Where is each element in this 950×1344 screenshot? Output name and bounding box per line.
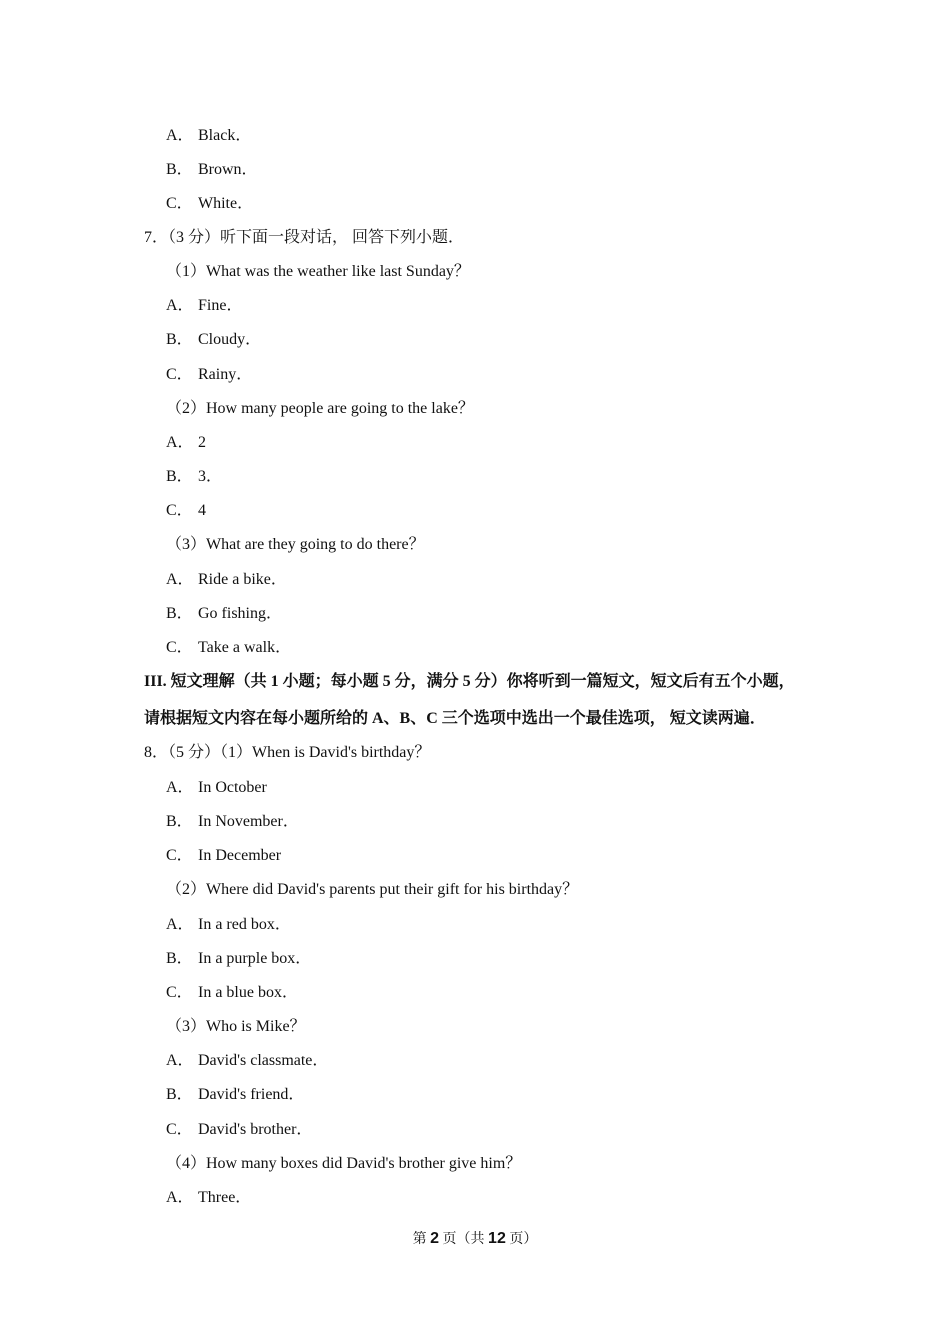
question-8-stem: 8．（5 分）（1）When is David's birthday？ (144, 744, 431, 761)
section-3-instructions: 请根据短文内容在每小题所给的 A、B、C 三个选项中选出一个最佳选项， 短文读两遍． (144, 710, 766, 727)
option-row (166, 638, 291, 658)
option-row (166, 296, 242, 316)
q7-sub2-prompt: （2）How many people are going to the lake？ (166, 400, 474, 417)
option-row (166, 983, 298, 1003)
option-letter: C． (166, 366, 193, 383)
option-letter: B． (166, 1086, 193, 1103)
option-row (166, 915, 291, 935)
option-row (166, 330, 261, 350)
option-letter: C． (166, 984, 193, 1001)
option-row (166, 365, 252, 385)
option-letter: A． (166, 916, 194, 933)
option-row (166, 949, 311, 969)
option-letter: C． (166, 847, 193, 864)
footer-suffix: 页） (505, 1232, 538, 1247)
option-row (166, 846, 281, 866)
option-letter: C． (166, 502, 193, 519)
q8-sub3-prompt: （3）Who is Mike？ (166, 1018, 306, 1035)
q8-sub2-prompt: （2）Where did David's parents put their gift for his birthday？ (166, 881, 579, 898)
option-row (166, 1188, 251, 1208)
footer-prefix: 第 (412, 1232, 431, 1247)
option-text: 2 (198, 434, 206, 451)
option-text: In October (198, 779, 267, 796)
option-letter: A． (166, 571, 194, 588)
option-row (166, 501, 206, 521)
option-text: Black． (198, 127, 252, 144)
option-row (166, 1051, 328, 1071)
option-letter: B． (166, 161, 193, 178)
option-row (166, 604, 282, 624)
question-7-stem: 7．（3 分）听下面一段对话， 回答下列小题． (144, 229, 465, 246)
q7-sub3-prompt: （3）What are they going to do there？ (166, 536, 425, 553)
option-letter: B． (166, 605, 193, 622)
option-text: David's brother． (198, 1121, 313, 1138)
option-letter: C． (166, 639, 193, 656)
option-text: In a blue box． (198, 984, 298, 1001)
option-text: Ride a bike． (198, 571, 287, 588)
option-row (166, 160, 258, 180)
option-letter: A． (166, 779, 194, 796)
option-text: 4 (198, 502, 206, 519)
option-text: Brown． (198, 161, 258, 178)
q7-sub1-prompt: （1）What was the weather like last Sunday？ (166, 263, 470, 280)
option-letter: C． (166, 1121, 193, 1138)
option-row (166, 126, 251, 146)
option-letter: A． (166, 297, 194, 314)
current-page-number: 2 (430, 1230, 440, 1247)
option-letter: C． (166, 195, 193, 212)
option-letter: B． (166, 813, 193, 830)
option-letter: B． (166, 468, 193, 485)
option-letter: A． (166, 127, 194, 144)
option-row (166, 778, 267, 798)
option-row (166, 1085, 304, 1105)
option-text: In December (198, 847, 282, 864)
option-text: Go fishing． (198, 605, 283, 622)
option-text: 3． (198, 468, 223, 485)
option-text: Rainy． (198, 366, 253, 383)
option-text: David's classmate． (198, 1052, 329, 1069)
option-row (166, 194, 253, 214)
option-letter: B． (166, 950, 193, 967)
option-text: Three． (198, 1189, 252, 1206)
section-3-heading: III. 短文理解（共 1 小题；每小题 5 分，满分 5 分）你将听到一篇短文，短文后有五个小题， (144, 673, 795, 690)
footer-middle: 页（共 (439, 1232, 489, 1247)
option-text: White． (198, 195, 254, 212)
option-text: Fine． (198, 297, 243, 314)
option-text: In November． (198, 813, 299, 830)
q8-sub4-prompt: （4）How many boxes did David's brother give him？ (166, 1155, 522, 1172)
option-row (166, 433, 206, 453)
option-text: David's friend． (198, 1086, 305, 1103)
option-letter: A． (166, 1189, 194, 1206)
option-row (166, 812, 299, 832)
option-letter: B． (166, 331, 193, 348)
option-text: Take a walk． (198, 639, 292, 656)
option-row (166, 570, 287, 590)
option-letter: A． (166, 434, 194, 451)
option-text: In a red box． (198, 916, 291, 933)
option-row (166, 467, 222, 487)
option-letter: A． (166, 1052, 194, 1069)
option-text: Cloudy． (198, 331, 262, 348)
option-row (166, 1120, 312, 1140)
page-footer (0, 1228, 950, 1251)
option-text: In a purple box． (198, 950, 312, 967)
total-page-count: 12 (488, 1230, 506, 1247)
